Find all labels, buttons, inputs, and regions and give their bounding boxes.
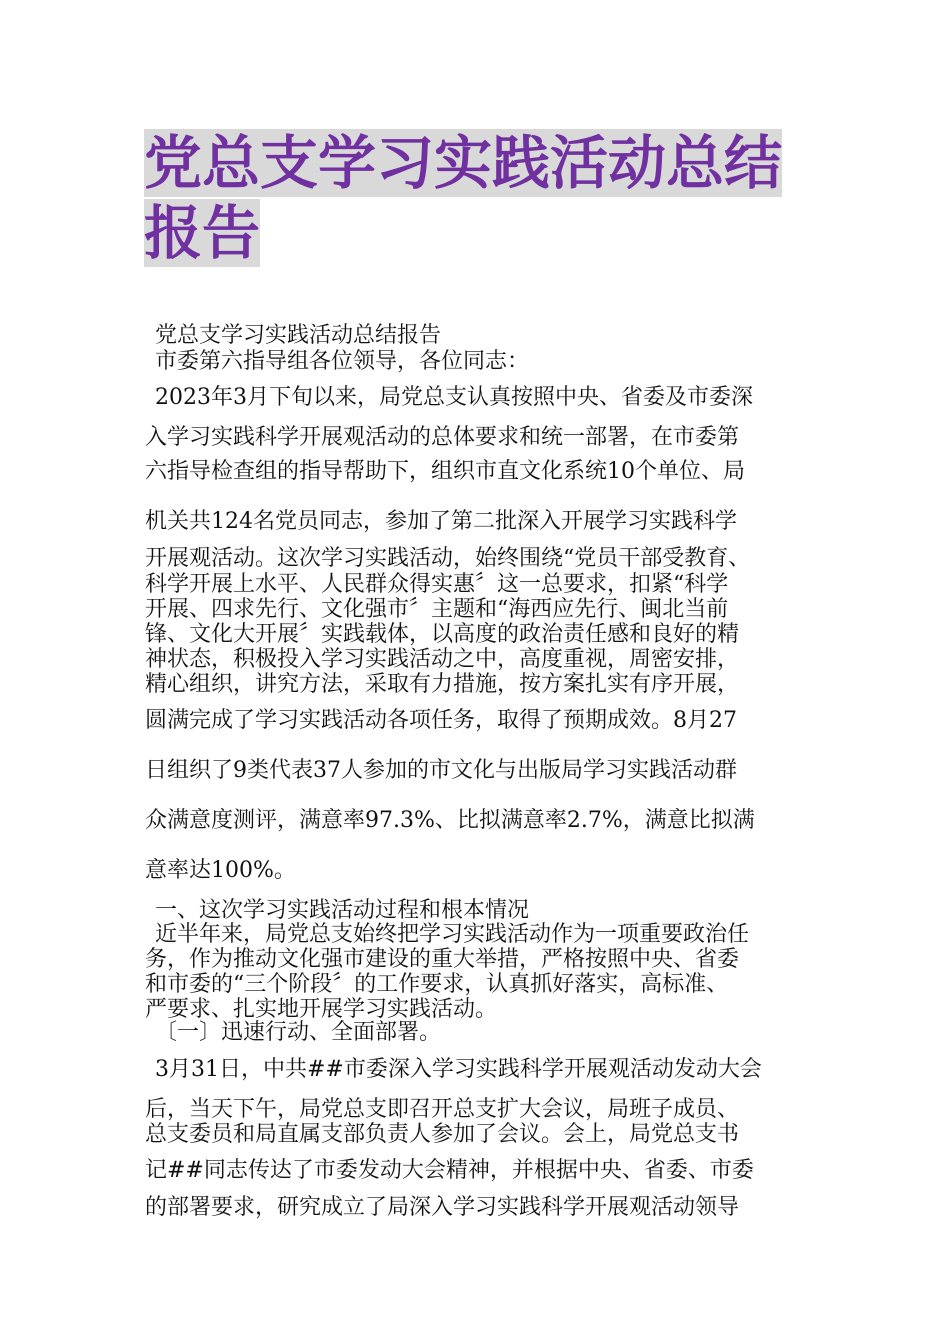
- paragraph-line: 六指导检查组的指导帮助下，组织市直文化系统10个单位、局: [145, 459, 745, 484]
- paragraph-line: 意率达100%。: [145, 858, 296, 883]
- paragraph-line: 圆满完成了学习实践活动各项任务，取得了预期成效。8月27: [145, 708, 737, 733]
- paragraph-line: 严要求、扎实地开展学习实践活动。: [145, 997, 498, 1022]
- paragraph-line: 精心组织，讲究方法，采取有力措施，按方案扎实有序开展，: [145, 672, 740, 697]
- paragraph-line: 开展观活动。这次学习实践活动，始终围绕“党员干部受教育、: [145, 546, 751, 571]
- title-line-1: 党总支学习实践活动总结: [144, 129, 783, 197]
- subsection-heading: 〔一〕迅速行动、全面部署。: [155, 1020, 442, 1045]
- paragraph-line: 和市委的“三个阶段〞的工作要求，认真抓好落实，高标准、: [145, 972, 729, 997]
- paragraph-line: 的部署要求，研究成立了局深入学习实践科学开展观活动领导: [145, 1195, 740, 1220]
- paragraph-line: 后，当天下午，局党总支即召开总支扩大会议，局班子成员、: [145, 1097, 740, 1122]
- paragraph-line: 锋、文化大开展〞实践载体，以高度的政治责任感和良好的精: [145, 622, 740, 647]
- paragraph-line: 众满意度测评，满意率97.3%、比拟满意率2.7%，满意比拟满: [145, 808, 755, 833]
- section-heading: 一、这次学习实践活动过程和根本情况: [155, 898, 530, 923]
- paragraph-line: 3月31日，中共##市委深入学习实践科学开展观活动发动大会: [155, 1057, 762, 1082]
- paragraph-line: 日组织了9类代表37人参加的市文化与出版局学习实践活动群: [145, 758, 737, 783]
- salutation-line: 市委第六指导组各位领导，各位同志：: [155, 349, 530, 374]
- paragraph-line: 入学习实践科学开展观活动的总体要求和统一部署，在市委第: [145, 425, 740, 450]
- paragraph-line: 神状态，积极投入学习实践活动之中，高度重视，周密安排，: [145, 647, 740, 672]
- paragraph-line: 总支委员和局直属支部负责人参加了会议。会上，局党总支书: [145, 1122, 740, 1147]
- title-line-2: 报告: [144, 199, 261, 267]
- paragraph-line: 2023年3月下旬以来，局党总支认真按照中央、省委及市委深: [155, 385, 753, 410]
- paragraph-line: 务，作为推动文化强市建设的重大举措，严格按照中央、省委: [145, 947, 740, 972]
- document-title: [144, 128, 824, 268]
- paragraph-line: 近半年来，局党总支始终把学习实践活动作为一项重要政治任: [155, 922, 750, 947]
- paragraph-line: 科学开展上水平、人民群众得实惠〞这一总要求，扣紧“科学: [145, 572, 729, 597]
- paragraph-line: 开展、四求先行、文化强市〞主题和“海西应先行、闽北当前: [145, 597, 729, 622]
- paragraph-line: 机关共124名党员同志，参加了第二批深入开展学习实践科学: [145, 509, 737, 534]
- paragraph-line: 记##同志传达了市委发动大会精神，并根据中央、省委、市委: [145, 1158, 754, 1183]
- subtitle-line: 党总支学习实践活动总结报告: [155, 323, 442, 348]
